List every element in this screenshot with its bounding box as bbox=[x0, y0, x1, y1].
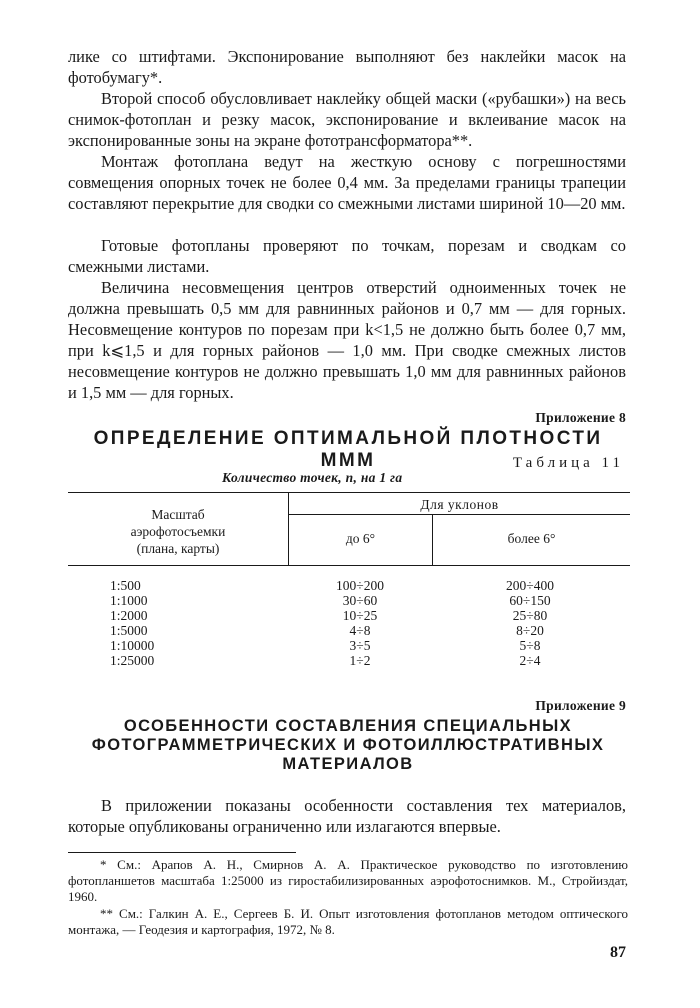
appendix-9-title-line-1: ОСОБЕННОСТИ СОСТАВЛЕНИЯ СПЕЦИАЛЬНЫХ bbox=[123, 717, 573, 735]
table-label: Таблица 11 bbox=[512, 455, 624, 471]
table-cell: 8÷20 bbox=[516, 623, 544, 638]
appendix-9-label: Приложение 9 bbox=[535, 698, 626, 713]
table-cell: 200÷400 bbox=[506, 578, 554, 593]
footnote-1: * См.: Арапов А. Н., Смирнов А. А. Практическое руководство по изготовлению фотопланшетов масштаба 1:25000 из гиростабилизированных аэрофотоснимков. М., Стройиздат, 1960. bbox=[68, 857, 628, 904]
col-scale-header-line-1: Масштаб bbox=[151, 507, 205, 522]
table-cell: 100÷200 bbox=[336, 578, 384, 593]
col-scale-values bbox=[110, 578, 180, 668]
table-cell: 1:5000 bbox=[110, 623, 148, 638]
table-cell: 1:2000 bbox=[110, 608, 148, 623]
table-cell: 1÷2 bbox=[349, 653, 371, 668]
col-over-6-values bbox=[470, 578, 590, 668]
col-under-6-header: до 6° bbox=[345, 531, 376, 546]
col-scale-header bbox=[68, 506, 288, 557]
table-cell: 1:25000 bbox=[110, 653, 155, 668]
table-subheader-rule bbox=[288, 514, 630, 515]
appendix-9-title bbox=[68, 717, 628, 774]
appendix-9-title-line-2: ФОТОГРАММЕТРИЧЕСКИХ И ФОТОИЛЛЮСТРАТИВНЫХ bbox=[91, 736, 605, 754]
footnote-separator bbox=[68, 852, 296, 853]
table-header-bottom-rule bbox=[68, 565, 630, 566]
table-cell: 1:10000 bbox=[110, 638, 155, 653]
table-cell: 60÷150 bbox=[509, 593, 551, 608]
col-under-6-values bbox=[300, 578, 420, 668]
table-cell: 3÷5 bbox=[349, 638, 371, 653]
appendix-9-paragraph: В приложении показаны особенности составления тех материалов, которые опубликованы ограниченно или излагаются впервые. bbox=[68, 796, 626, 836]
table-cell: 4÷8 bbox=[349, 623, 371, 638]
col-over-6-header: более 6° bbox=[507, 531, 556, 546]
appendix-8-title: ОПРЕДЕЛЕНИЕ ОПТИМАЛЬНОЙ ПЛОТНОСТИ МММ bbox=[93, 428, 603, 471]
group-header-slopes: Для уклонов bbox=[420, 497, 499, 512]
table-cell: 5÷8 bbox=[519, 638, 541, 653]
appendix-8-label: Приложение 8 bbox=[535, 410, 626, 425]
col-scale-header-line-3: (плана, карты) bbox=[136, 541, 220, 556]
table-cell: 2÷4 bbox=[519, 653, 541, 668]
body-paragraph-5: Величина несовмещения центров отверстий одноименных точек не должна превышать 0,5 мм для равнинных районов и 0,7 мм — для горных. Несовмещение контуров по порезам при k<1,5 не должно быть более 0,7 мм, при k⩽1,5 и для горных районов — 1,0 мм. При сводке смежных листов несовмещение контуров не должно превышать 1,0 мм для равнинных районов и 1,5 мм — для горных. bbox=[68, 278, 626, 402]
table-cell: 30÷60 bbox=[342, 593, 378, 608]
col-scale-header-line-2: аэрофотосъемки bbox=[130, 524, 226, 539]
table-cell: 1:500 bbox=[110, 578, 141, 593]
table-top-rule bbox=[68, 492, 630, 493]
footnote-2: ** См.: Галкин А. Е., Сергеев Б. И. Опыт изготовления фотопланов методом оптического монтажа, — Геодезия и картография, 1972, № 8. bbox=[68, 906, 628, 937]
table-cell: 10÷25 bbox=[342, 608, 378, 623]
table-cell: 25÷80 bbox=[512, 608, 548, 623]
appendix-9-title-line-3: МАТЕРИАЛОВ bbox=[282, 755, 414, 773]
table-caption: Количество точек, n, на 1 га bbox=[222, 470, 403, 485]
table-cell: 1:1000 bbox=[110, 593, 148, 608]
page-number: 87 bbox=[610, 944, 626, 961]
body-paragraph-1: лике со штифтами. Экспонирование выполняют без наклейки масок на фотобумагу*. bbox=[68, 47, 626, 87]
body-paragraph-4: Готовые фотопланы проверяют по точкам, порезам и сводкам со смежными листами. bbox=[68, 236, 626, 276]
body-paragraph-2: Второй способ обусловливает наклейку общей маски («рубашки») на весь снимок-фотоплан и резку масок, экспонирование и вклеивание масок на экспонированные зоны на экране фототрансформатора**. bbox=[68, 89, 626, 150]
body-paragraph-3: Монтаж фотоплана ведут на жесткую основу с погрешностями совмещения опорных точек не более 0,4 мм. За пределами границы трапеции составляют перекрытие для сводки со смежными листами шириной 10—20 мм. bbox=[68, 152, 626, 213]
